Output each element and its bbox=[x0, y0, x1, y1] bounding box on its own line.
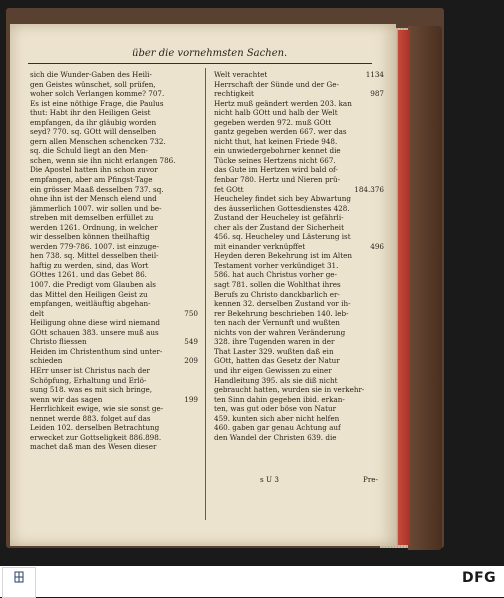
entry-text: sq. die Schuld liegt an den Men- bbox=[30, 146, 148, 156]
entry-page-number: 199 bbox=[184, 394, 198, 404]
red-page-edge bbox=[398, 30, 410, 545]
entry-page-number: 1134 bbox=[365, 70, 384, 79]
entry-text: Hertz muß geändert werden 203. kan bbox=[214, 98, 352, 108]
entry-text: That Laster 329. wußten daß ein bbox=[214, 346, 334, 356]
entry-text: ten Sinn dahin gegeben ibid. erkan- bbox=[214, 394, 345, 404]
index-entry-line bbox=[30, 194, 198, 204]
entry-text: thut: Habt ihr den Heiligen Geist bbox=[30, 108, 151, 118]
entry-text: ten, was gut oder böse von Natur bbox=[214, 404, 337, 414]
entry-text: gantz gegeben werden 667. wer das bbox=[214, 127, 347, 137]
index-entry-line bbox=[30, 318, 198, 328]
entry-text: gern allen Menschen schencken 732. bbox=[30, 136, 166, 146]
entry-text: 1007. die Predigt vom Glauben als bbox=[30, 280, 156, 290]
index-entry-line bbox=[30, 223, 198, 233]
entry-text: hen 738. sq. Mittel desselben theil- bbox=[30, 251, 159, 261]
viewer-footer-bar bbox=[0, 566, 504, 597]
index-entry-line bbox=[214, 337, 384, 347]
book-cover-edge bbox=[408, 26, 442, 550]
index-entry-line bbox=[30, 175, 198, 185]
header-rule bbox=[28, 63, 372, 64]
index-entry-line bbox=[30, 89, 198, 99]
entry-page-number: 987 bbox=[370, 89, 384, 99]
entry-text: empfangen, da ihr gläubig worden bbox=[30, 117, 157, 127]
index-entry-line bbox=[214, 99, 384, 109]
entry-text: cher als der Zustand der Sicherheit bbox=[214, 222, 344, 232]
index-entry-line bbox=[214, 70, 384, 80]
index-entry-line bbox=[30, 337, 198, 347]
index-entry-line bbox=[214, 423, 384, 433]
index-entry-line bbox=[214, 223, 384, 233]
index-entry-line bbox=[214, 404, 384, 414]
index-entry-line bbox=[214, 137, 384, 147]
index-entry-line bbox=[214, 175, 384, 185]
entry-text: Heiligung ohne diese wird niemand bbox=[30, 318, 160, 328]
entry-text: empfangen, weitläuftig abgehan- bbox=[30, 299, 151, 309]
entry-text: seyd? 770. sq. GOtt will denselben bbox=[30, 127, 157, 137]
entry-text: jämmerlich 1007. wir sollen und be- bbox=[30, 203, 162, 213]
catchword: Pre- bbox=[363, 475, 378, 484]
index-entry-line bbox=[30, 356, 198, 366]
entry-text: nennet werde 883. folget auf das bbox=[30, 413, 151, 423]
index-entry-line bbox=[214, 80, 384, 90]
entry-text: nicht thut, hat keinen Friede 948. bbox=[214, 136, 338, 146]
index-entry-line bbox=[214, 356, 384, 366]
index-entry-line bbox=[30, 299, 198, 309]
index-entry-line bbox=[30, 213, 198, 223]
entry-text: gegeben werden 972. muß GOtt bbox=[214, 117, 332, 127]
index-entry-line bbox=[214, 108, 384, 118]
entry-text: haftig zu werden, sind, das Wort bbox=[30, 260, 149, 270]
index-entry-line bbox=[214, 118, 384, 128]
index-entry-line bbox=[214, 89, 384, 99]
entry-text: machet daß man des Wesen dieser bbox=[30, 442, 157, 452]
entry-text: streben mit demselben erfüllet zu bbox=[30, 213, 154, 223]
index-entry-line bbox=[30, 414, 198, 424]
entry-text: Testament vorher verkündiget 31. bbox=[214, 260, 339, 270]
index-entry-line bbox=[30, 232, 198, 242]
entry-text: Die Apostel hatten ihn schon zuvor bbox=[30, 165, 158, 175]
index-entry-line bbox=[214, 261, 384, 271]
index-entry-line bbox=[30, 423, 198, 433]
index-entry-line bbox=[214, 366, 384, 376]
index-entry-line bbox=[30, 70, 198, 80]
entry-text: sung 518. was es mit sich bringe, bbox=[30, 385, 153, 395]
index-entry-line bbox=[214, 414, 384, 424]
entry-text: mit einander verknüpffet bbox=[214, 241, 306, 251]
entry-text: Welt verachtet bbox=[214, 70, 268, 79]
entry-text: fenbar 780. Hertz und Nieren prü- bbox=[214, 175, 341, 185]
index-entry-line bbox=[30, 404, 198, 414]
entry-text: werden 779-786. 1007. ist einzuge- bbox=[30, 241, 159, 251]
entry-page-number: 209 bbox=[184, 356, 198, 366]
index-entry-line bbox=[30, 251, 198, 261]
index-entry-line bbox=[30, 108, 198, 118]
index-column-right bbox=[214, 70, 384, 442]
index-entry-line bbox=[30, 185, 198, 195]
index-entry-line bbox=[214, 328, 384, 338]
index-entry-line bbox=[214, 376, 384, 386]
index-entry-line bbox=[214, 385, 384, 395]
index-entry-line bbox=[30, 127, 198, 137]
entry-text: nichts von der wahren Veränderung bbox=[214, 327, 346, 337]
entry-text: den Wandel der Christen 639. die bbox=[214, 432, 337, 442]
index-entry-line bbox=[30, 118, 198, 128]
signature-mark: s U 3 bbox=[260, 475, 279, 484]
entry-text: Heyden deren Bekehrung ist im Alten bbox=[214, 251, 352, 261]
entry-text: Berufs zu Christo danckbarlich er- bbox=[214, 289, 340, 299]
index-entry-line bbox=[30, 80, 198, 90]
entry-text: GOtt, hatten das Gesetz der Natur bbox=[214, 356, 340, 366]
index-entry-line bbox=[30, 442, 198, 452]
entry-text: sich die Wunder-Gaben des Heili- bbox=[30, 70, 152, 79]
index-entry-line bbox=[214, 156, 384, 166]
index-entry-line bbox=[214, 213, 384, 223]
entry-text: 586. hat auch Christus vorher ge- bbox=[214, 270, 337, 280]
entry-text: des äusserlichen Gottesdienstes 428. bbox=[214, 203, 350, 213]
index-entry-line bbox=[214, 309, 384, 319]
entry-text: GOtt schauen 383. unsere muß aus bbox=[30, 327, 159, 337]
entry-text: ten nach der Vernunft und wußten bbox=[214, 318, 340, 328]
index-entry-line bbox=[214, 165, 384, 175]
index-entry-line bbox=[214, 251, 384, 261]
entry-text: Heiden im Christenthum sind unter- bbox=[30, 346, 163, 356]
entry-text: Herrschaft der Sünde und der Ge- bbox=[214, 79, 339, 89]
index-entry-line bbox=[214, 280, 384, 290]
index-entry-line bbox=[30, 290, 198, 300]
entry-text: ohne ihn ist der Mensch elend und bbox=[30, 194, 157, 204]
entry-text: schen, wenn sie ihn nicht erlangen 786. bbox=[30, 155, 176, 165]
entry-text: kennen 32. derselben Zustand vor ih- bbox=[214, 299, 351, 309]
entry-text: sagt 781. sollen die Wohlthat ihres bbox=[214, 280, 341, 290]
index-entry-line bbox=[214, 347, 384, 357]
entry-text: Heucheley findet sich bey Abwartung bbox=[214, 194, 351, 204]
library-logo bbox=[2, 567, 36, 598]
entry-text: Herrlichkeit ewige, wie sie sonst ge- bbox=[30, 404, 164, 414]
index-entry-line bbox=[30, 204, 198, 214]
index-entry-line bbox=[214, 127, 384, 137]
entry-text: wir desselben können theilhaftig bbox=[30, 232, 150, 242]
index-entry-line bbox=[30, 156, 198, 166]
running-head: über die vornehmsten Sachen. bbox=[132, 48, 288, 59]
entry-text: Es ist eine nöthige Frage, die Paulus bbox=[30, 98, 164, 108]
dfg-logo: DFG bbox=[462, 570, 497, 586]
index-entry-line bbox=[214, 204, 384, 214]
entry-text: delt bbox=[30, 308, 45, 318]
index-entry-line bbox=[214, 270, 384, 280]
index-entry-line bbox=[30, 146, 198, 156]
entry-page-number: 184.376 bbox=[354, 184, 384, 194]
entry-page-number: 750 bbox=[184, 308, 198, 318]
entry-page-number: 549 bbox=[184, 337, 198, 347]
entry-text: rer Bekehrung beschrieben 140. leb- bbox=[214, 308, 349, 318]
index-entry-line bbox=[30, 347, 198, 357]
index-entry-line bbox=[30, 395, 198, 405]
index-entry-line bbox=[30, 366, 198, 376]
entry-text: werden 1261. Ordnung, in welcher bbox=[30, 222, 158, 232]
entry-text: 460. gaben gar genau Achtung auf bbox=[214, 423, 341, 433]
index-column-left bbox=[30, 70, 198, 452]
entry-text: wenn wir das sagen bbox=[30, 394, 103, 404]
index-entry-line bbox=[214, 146, 384, 156]
index-entry-line bbox=[30, 137, 198, 147]
entry-page-number: 496 bbox=[370, 241, 384, 251]
entry-text: HErr unser ist Christus nach der bbox=[30, 365, 150, 375]
index-entry-line bbox=[214, 242, 384, 252]
index-entry-line bbox=[214, 433, 384, 443]
entry-text: Tücke seines Hertzens nicht 667. bbox=[214, 155, 336, 165]
entry-text: Zustand der Heucheley ist gefährli- bbox=[214, 213, 344, 223]
entry-text: fet GOtt bbox=[214, 184, 244, 194]
entry-text: ein unwiedergebohrner kennet die bbox=[214, 146, 341, 156]
index-entry-line bbox=[214, 290, 384, 300]
index-entry-line bbox=[214, 395, 384, 405]
entry-text: GOttes 1261. und das Gebet 86. bbox=[30, 270, 147, 280]
index-entry-line bbox=[214, 299, 384, 309]
library-crest-icon bbox=[13, 571, 25, 583]
entry-text: woher solch Verlangen komme? 707. bbox=[30, 89, 165, 99]
entry-text: gen Geistes wünschet, soll prüfen, bbox=[30, 79, 156, 89]
entry-text: 456. sq. Heucheley und Lästerung ist bbox=[214, 232, 351, 242]
entry-text: Handleitung 395. als sie diß nicht bbox=[214, 375, 338, 385]
index-entry-line bbox=[30, 433, 198, 443]
entry-text: schieden bbox=[30, 356, 63, 366]
index-entry-line bbox=[30, 242, 198, 252]
index-entry-line bbox=[30, 270, 198, 280]
index-entry-line bbox=[30, 385, 198, 395]
entry-text: 328. ihre Tugenden waren in der bbox=[214, 337, 335, 347]
entry-text: das Gute im Hertzen wird bald of- bbox=[214, 165, 338, 175]
page-footer bbox=[214, 475, 384, 487]
index-entry-line bbox=[214, 232, 384, 242]
index-entry-line bbox=[30, 328, 198, 338]
index-entry-line bbox=[30, 280, 198, 290]
index-entry-line bbox=[30, 99, 198, 109]
entry-text: nicht halb GOtt und halb der Welt bbox=[214, 108, 338, 118]
index-entry-line bbox=[30, 309, 198, 319]
index-entry-line bbox=[214, 318, 384, 328]
entry-text: ein grösser Maaß desselben 737. sq. bbox=[30, 184, 164, 194]
entry-text: Christo fliessen bbox=[30, 337, 87, 347]
entry-text: erwecket zur Gottseligkeit 886.898. bbox=[30, 432, 162, 442]
index-entry-line bbox=[214, 194, 384, 204]
entry-text: gebraucht hatten, wurden sie in verkehr- bbox=[214, 385, 365, 395]
index-entry-line bbox=[30, 165, 198, 175]
entry-text: rechtigkeit bbox=[214, 89, 254, 99]
entry-text: Leiden 102. derselben Betrachtung bbox=[30, 423, 160, 433]
column-divider bbox=[205, 68, 206, 520]
entry-text: 459. kunten sich aber nicht helfen bbox=[214, 413, 340, 423]
entry-text: Schöpfung, Erhaltung und Erlö- bbox=[30, 375, 147, 385]
index-entry-line bbox=[30, 261, 198, 271]
entry-text: empfangen, aber am Pfingst-Tage bbox=[30, 175, 153, 185]
index-entry-line bbox=[30, 376, 198, 386]
entry-text: das Mittel den Heiligen Geist zu bbox=[30, 289, 148, 299]
index-entry-line bbox=[214, 185, 384, 195]
entry-text: und ihr eigen Gewissen zu einer bbox=[214, 365, 332, 375]
